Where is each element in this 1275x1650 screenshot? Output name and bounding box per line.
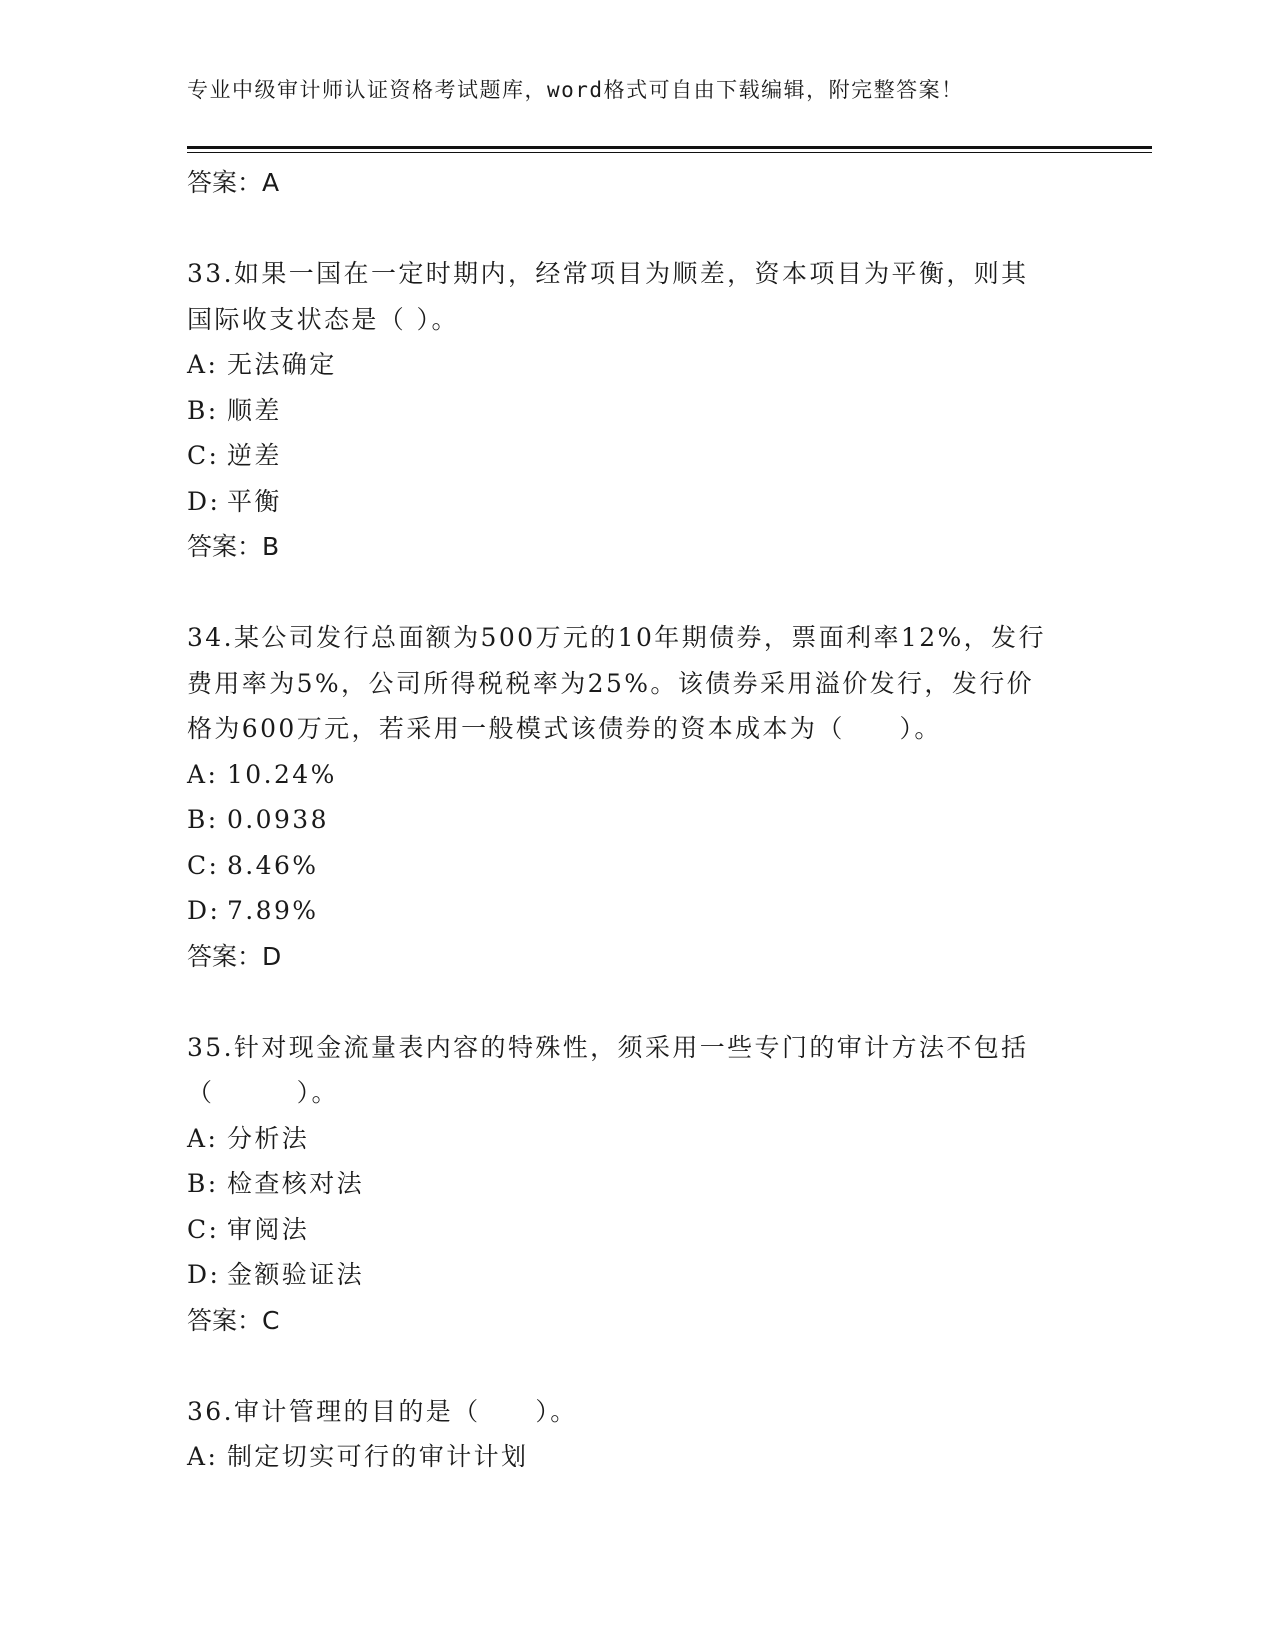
option-c: C: 审阅法: [187, 1214, 310, 1244]
header-divider-thin: [187, 152, 1152, 153]
option-c: C: 8.46%: [187, 850, 319, 880]
option-a: A: 制定切实可行的审计计划: [187, 1442, 529, 1471]
question-35: [187, 1025, 1087, 1343]
answer-label: 答案：D: [187, 941, 282, 971]
document-header: 专业中级审计师认证资格考试题库，word格式可自由下载编辑，附完整答案！: [187, 78, 964, 102]
question-text-line: 33.如果一国在一定时期内，经常项目为顺差，资本项目为平衡，则其: [187, 259, 1029, 288]
previous-answer: 答案：A: [187, 168, 280, 197]
question-text-line: 国际收支状态是（ ）。: [187, 304, 459, 334]
question-34: [187, 615, 1087, 979]
option-a: A: 分析法: [187, 1123, 310, 1153]
option-a: A: 无法确定: [187, 350, 337, 379]
option-d: D: 7.89%: [187, 896, 319, 925]
question-33: [187, 251, 1087, 569]
answer-label: 答案：B: [187, 532, 280, 561]
question-text-line: 34.某公司发行总面额为500万元的10年期债券，票面利率12%，发行: [187, 623, 1046, 652]
header-divider-thick: [187, 146, 1152, 149]
question-text-line: 36.审计管理的目的是（ ）。: [187, 1396, 578, 1426]
question-text-line: 格为600万元，若采用一般模式该债券的资本成本为（ ）。: [187, 714, 942, 743]
answer-label: 答案：C: [187, 1305, 280, 1335]
question-36: [187, 1389, 1087, 1480]
question-text-line: 费用率为5%，公司所得税税率为25%。该债券采用溢价发行，发行价: [187, 668, 1035, 698]
option-d: D: 平衡: [187, 486, 282, 516]
option-b: B: 顺差: [187, 395, 282, 425]
question-text-line: 35.针对现金流量表内容的特殊性，须采用一些专门的审计方法不包括: [187, 1032, 1029, 1062]
option-b: B: 0.0938: [187, 805, 329, 834]
question-list: [187, 160, 1087, 1480]
option-a: A: 10.24%: [187, 759, 337, 789]
option-d: D: 金额验证法: [187, 1260, 365, 1289]
option-b: B: 检查核对法: [187, 1169, 365, 1198]
question-text-line: （ ）。: [187, 1078, 339, 1107]
option-c: C: 逆差: [187, 441, 282, 470]
